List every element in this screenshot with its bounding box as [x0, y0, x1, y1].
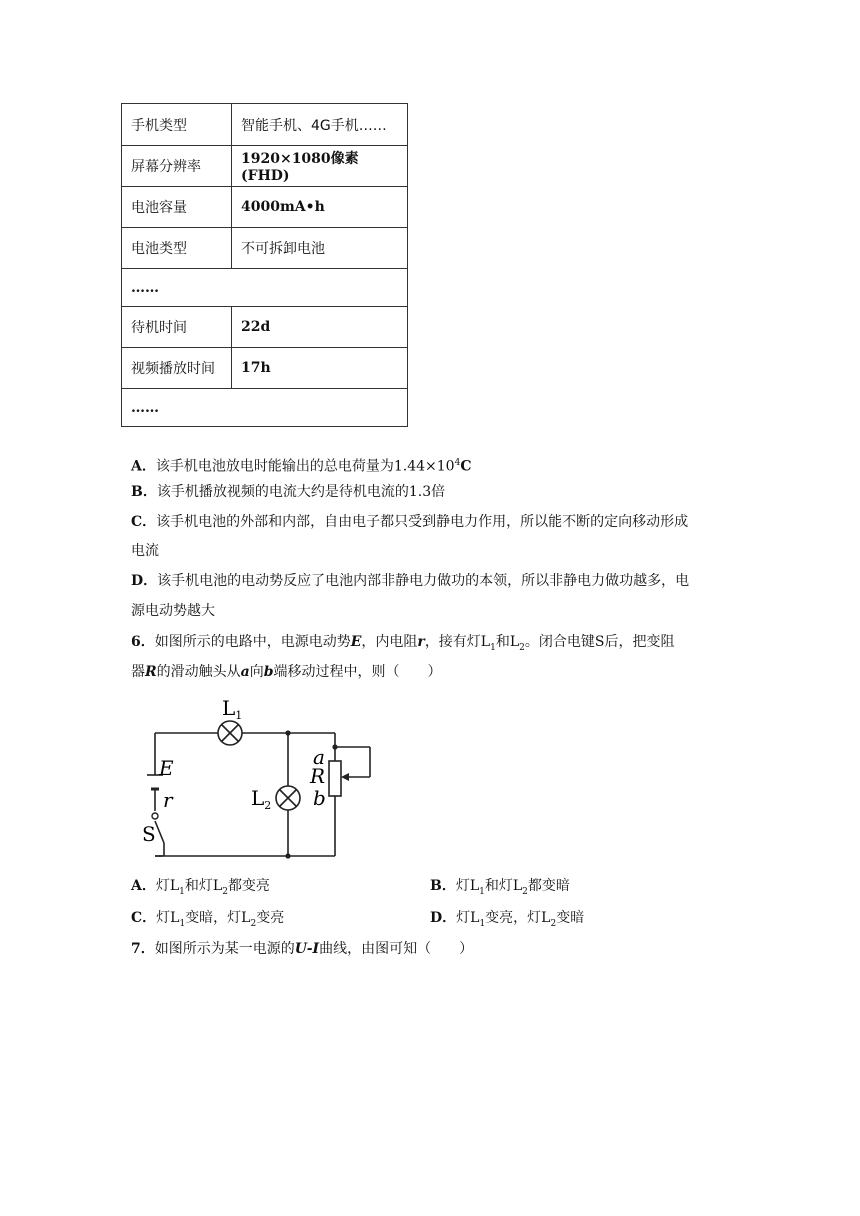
q6-option-c: C．灯$L_1$变暗，灯$L_2$变亮: [131, 910, 285, 929]
q5-option-a: A．该手机电池放电时能输出的总电荷量为$1.44\times 10^4C$: [131, 458, 472, 475]
q7-stem: 7．如图所示为某一电源的U-I曲线，由图可知（ ）: [131, 941, 474, 957]
q6-stem-line2: 器R的滑动触头从a向b端移动过程中，则（ ）: [131, 664, 442, 680]
table-row: [122, 269, 408, 307]
label-s: S: [142, 822, 156, 846]
table-cell-value: 智能手机、4G手机……: [232, 104, 408, 146]
q5-option-c-cont: 电流: [131, 543, 159, 559]
spec-table: [121, 103, 408, 427]
table-cell-value: 不可拆卸电池: [232, 228, 408, 269]
q6-option-b: B．灯$L_1$和灯$L_2$都变暗: [430, 878, 570, 897]
label-e: E: [159, 756, 174, 780]
label-l1: $L_1$: [222, 696, 243, 722]
junction-dot: [285, 730, 290, 735]
q6-option-a: A．灯$L_1$和灯$L_2$都变亮: [131, 878, 270, 897]
label-rheostat: R: [310, 764, 326, 788]
q5-option-b: B．该手机播放视频的电流大约是待机电流的1.3倍: [131, 484, 446, 500]
table-cell-label: 电池容量: [122, 187, 232, 228]
switch-contact: [152, 813, 158, 819]
q5-option-d-cont: 源电动势越大: [131, 603, 215, 619]
table-row: [122, 348, 408, 389]
table-cell-ellipsis: ……: [122, 389, 408, 427]
table-cell-value: 1920×1080像素(FHD): [232, 146, 408, 187]
rheostat-icon: [329, 761, 341, 796]
lamp-l1-icon: [218, 721, 242, 745]
lamp-l2-icon: [276, 786, 300, 810]
table-cell-value: 22d: [232, 307, 408, 348]
table-row: [122, 146, 408, 187]
table-cell-label: 屏幕分辨率: [122, 146, 232, 187]
table-cell-label: 手机类型: [122, 104, 232, 146]
junction-dot: [285, 853, 290, 858]
label-l2: $L_2$: [251, 786, 272, 812]
table-cell-label: 视频播放时间: [122, 348, 232, 389]
q5-option-d: D．该手机电池的电动势反应了电池内部非静电力做功的本领，所以非静电力做功越多，电: [131, 573, 690, 589]
label-r: r: [163, 788, 173, 812]
q6-stem-line1: 6．如图所示的电路中，电源电动势E，内电阻r，接有灯$L_1$和$L_2$。闭合电键S后，把变阻: [131, 634, 675, 653]
label-a: a: [313, 745, 325, 769]
table-row: [122, 389, 408, 427]
q5-option-c: C．该手机电池的外部和内部，自由电子都只受到静电力作用，所以能不断的定向移动形成: [131, 514, 689, 530]
table-cell-ellipsis: ……: [122, 269, 408, 307]
table-row: [122, 307, 408, 348]
table-cell-label: 待机时间: [122, 307, 232, 348]
junction-dot: [332, 744, 337, 749]
table-cell-value: 17h: [232, 348, 408, 389]
table-cell-value: 4000mA•h: [232, 187, 408, 228]
table-row: [122, 228, 408, 269]
table-row: [122, 104, 408, 146]
q6-option-d: D．灯$L_1$变亮，灯$L_2$变暗: [430, 910, 585, 929]
table-cell-label: 电池类型: [122, 228, 232, 269]
table-row: [122, 187, 408, 228]
label-b: b: [313, 786, 326, 810]
circuit-diagram: [130, 693, 390, 863]
slider-arrow-icon: [341, 773, 349, 781]
